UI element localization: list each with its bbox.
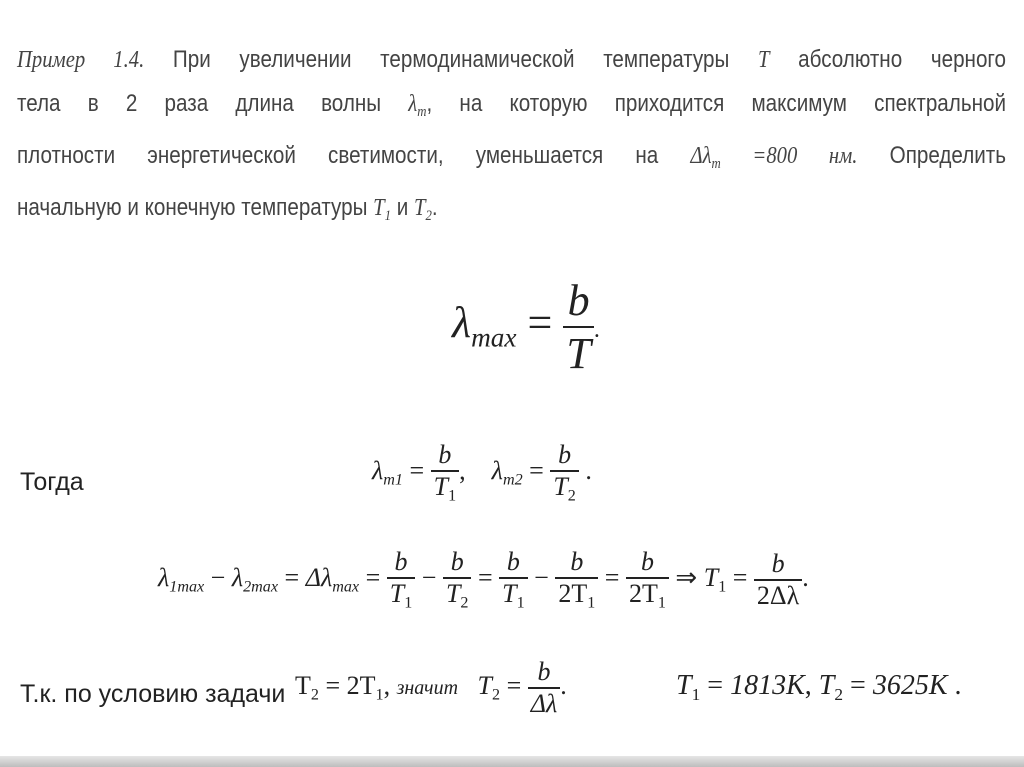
wien-law-formula: $\lambda_{max}$ = $\frac{b}{T}$ .: [452, 276, 600, 378]
problem-line-2: тела в 2 раза длина волны $\lambda_m$, на которую приходится максимум спектральной: [17, 90, 1006, 121]
bottom-shadow: [0, 756, 1024, 767]
derivation-formula: $\lambda_{1max} - \lambda_{2max} = \Delta\lambda_{max}$ = $\frac{b}{T_1}$ − $\frac{b}{T_2}$ = $\frac{b}{T_1}$ − $\frac{b}{2T_1}$ = $\frac{b}{2T_1}$ ⇒ $T_1$ = $\frac{b}{2\Delta\lambda}$ .: [158, 547, 809, 612]
fraction: $\frac{b}{2T_1}$: [626, 547, 669, 613]
fraction: $\frac{b}{T_1}$: [387, 547, 416, 613]
result-formula: $T_1 = 1813K$, $T_2 = 3625K$ .: [676, 670, 962, 705]
condition-label: Т.к. по условию задачи: [20, 680, 286, 708]
wavelength-formulas: $\lambda_{m1}$ = $\frac{b}{T_1}$ , $\lambda_{m2}$ = $\frac{b}{T_2}$ .: [372, 440, 592, 505]
togda-label: Тогда: [20, 468, 84, 496]
fraction: $\frac{b}{T_2}$: [443, 547, 472, 613]
fraction: $\frac{b}{T}$: [563, 275, 593, 379]
example-label: Пример 1.4.: [17, 47, 145, 73]
problem-line-3: плотности энергетической светимости, уменьшается на $\Delta\lambda_m =800$ нм. Определить: [17, 142, 1006, 173]
fraction: $\frac{b}{T_1}$: [499, 547, 528, 613]
problem-line-4: начальную и конечную температуры $T_1$ и $T_2$.: [17, 194, 438, 225]
condition-formula: $T_2 = 2T_1$, значит $T_2$ = $\frac{b}{\Delta\lambda}$ .: [295, 657, 567, 718]
t2-value: 3625K: [872, 670, 948, 701]
znachit-text: значит: [396, 676, 459, 699]
fraction: $\frac{b}{T_1}$: [431, 440, 460, 506]
problem-line-1: Пример 1.4. При увеличении термодинамической температуры T абсолютно черного: [17, 46, 1006, 73]
t1-value: 1813K: [730, 670, 805, 701]
problem-statement: [17, 38, 1006, 239]
implies-arrow: ⇒: [675, 562, 698, 592]
fraction: $\frac{b}{2T_1}$: [555, 547, 598, 613]
fraction: $\frac{b}{\Delta\lambda}$: [528, 657, 561, 719]
fraction: $\frac{b}{T_2}$: [550, 440, 579, 506]
fraction: $\frac{b}{2\Delta\lambda}$: [754, 549, 802, 611]
